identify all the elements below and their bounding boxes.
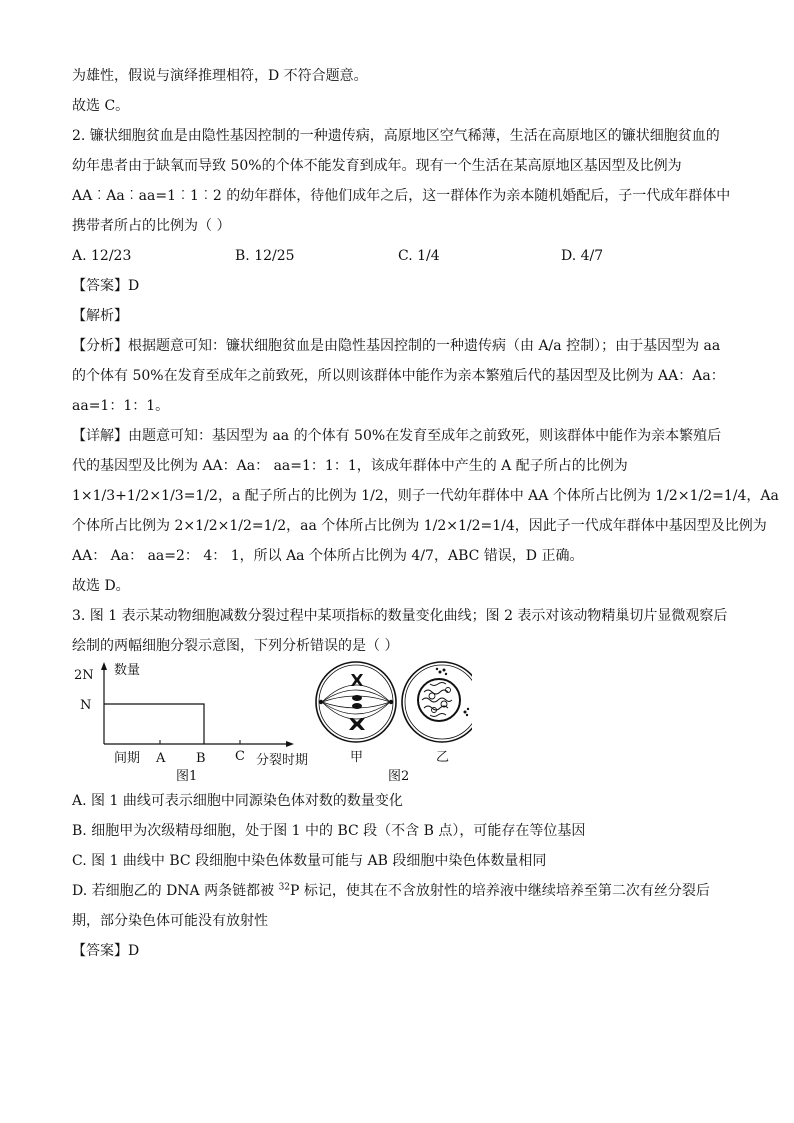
q3-option-d-pre: D. 若细胞乙的 DNA 两条链都被 <box>72 883 279 899</box>
prev-explanation-end: 为雄性，假说与演绎推理相符，D 不符合题意。 <box>72 68 368 84</box>
q3-figures <box>72 660 722 785</box>
figure1-curve <box>104 704 204 744</box>
q2-detail-line-4: 个体所占比例为 2×1/2×1/2=1/2，aa 个体所占比例为 1/2×1/2=1/4，因此子一代成年群体中基因型及比例为 <box>72 518 767 534</box>
q3-option-d-post: P 标记，使其在不含放射性的培养液中继续培养至第二次有丝分裂后 <box>290 883 710 899</box>
cell-jia-chromosomes <box>349 674 365 730</box>
q2-choice: 故选 D。 <box>72 578 130 594</box>
q2-options <box>72 246 722 266</box>
document-page <box>72 66 779 961</box>
figure1-y-tick-n: N <box>80 698 92 713</box>
q3-option-b: B. 细胞甲为次级精母细胞，处于图 1 中的 BC 段（不含 B 点），可能存在等位基因 <box>72 823 586 839</box>
figure1-y-tick-2n: 2N <box>74 668 94 683</box>
q3-option-a: A. 图 1 曲线可表示细胞中同源染色体对数的数量变化 <box>72 793 403 809</box>
q3-stem-line-2: 绘制的两幅细胞分裂示意图，下列分析错误的是（ ） <box>72 638 399 654</box>
q2-fenxi-line-2: 的个体有 50%在发育至成年之前致死，所以则该群体中能作为亲本繁殖后代的基因型及比例为 AA：Aa： <box>72 368 725 384</box>
q3-figure-svg <box>72 660 472 788</box>
figure1-x-a: A <box>156 751 166 766</box>
q2-stem-line-2: 幼年患者由于缺氧而导致 50%的个体不能发育到成年。现有一个生活在某高原地区基因型及比例为 <box>72 158 682 174</box>
q2-option-d: D. 4/7 <box>561 248 604 264</box>
figure1-y-label: 数量 <box>114 663 141 678</box>
figure1-x-axis-arrow <box>286 741 294 747</box>
cell-jia-label: 甲 <box>350 750 364 765</box>
q2-analysis-label: 【解析】 <box>72 308 128 324</box>
q2-fenxi-line-1: 【分析】根据题意可知：镰状细胞贫血是由隐性基因控制的一种遗传病（由 A/a 控制）；由于基因型为 aa <box>72 338 721 354</box>
figure1-x-label: 分裂时期 <box>256 753 309 768</box>
cell-jia-membrane <box>316 662 396 742</box>
q2-stem-line-3: AA︰Aa︰aa=1︰1︰2 的幼年群体，待他们成年之后，这一群体作为亲本随机婚配后，子一代成年群体中 <box>72 188 731 204</box>
q2-option-a: A. 12/23 <box>72 248 132 264</box>
q2-stem-line-1: 2. 镰状细胞贫血是由隐性基因控制的一种遗传病，高原地区空气稀薄，生活在高原地区的镰状细胞贫血的 <box>72 128 720 144</box>
q3-option-c: C. 图 1 曲线中 BC 段细胞中染色体数量可能与 AB 段细胞中染色体数量相同 <box>72 853 547 869</box>
q3-option-d-line-2: 期，部分染色体可能没有放射性 <box>72 913 268 929</box>
figure1-x-b: B <box>196 751 206 766</box>
q2-fenxi-line-3: aa=1：1：1。 <box>72 398 170 414</box>
q2-detail-line-1: 【详解】由题意可知：基因型为 aa 的个体有 50%在发育至成年之前致死，则该群体中能作为亲本繁殖后 <box>72 428 722 444</box>
figure2-cell-yi <box>402 662 472 765</box>
q2-detail-line-5: AA： Aa： aa=2： 4： 1，所以 Aa 个体所占比例为 4/7，ABC 错误，D 正确。 <box>72 548 584 564</box>
figure1-x-interphase: 间期 <box>114 751 141 766</box>
q3-answer: 【答案】D <box>72 943 140 959</box>
q3-option-d-superscript: 32 <box>278 882 291 893</box>
cell-jia-spindle <box>322 685 390 719</box>
q3-stem-line-1: 3. 图 1 表示某动物细胞减数分裂过程中某项指标的数量变化曲线；图 2 表示对该动物精巢切片显微观察后 <box>72 608 728 624</box>
figure1-graph <box>74 662 308 784</box>
cell-jia-centriole-right <box>389 700 393 704</box>
q2-detail-line-2: 代的基因型及比例为 AA：Aa： aa=1：1：1，该成年群体中产生的 A 配子所占的比例为 <box>72 458 628 474</box>
q2-option-b: B. 12/25 <box>235 248 295 264</box>
q2-detail-line-3: 1×1/3+1/2×1/3=1/2，a 配子所占的比例为 1/2，则子一代幼年群体中 AA 个体所占比例为 1/2×1/2=1/4，Aa <box>72 488 779 504</box>
cell-jia-centriole-left <box>319 700 323 704</box>
cell-jia-inner-line <box>319 665 393 739</box>
q2-stem-line-4: 携带者所占的比例为（ ） <box>72 218 231 234</box>
cell-yi-label: 乙 <box>436 750 450 765</box>
q2-option-c: C. 1/4 <box>398 248 440 264</box>
figure1-caption: 图1 <box>176 769 198 784</box>
figure1-x-c: C <box>235 749 245 764</box>
figure2-cell-jia <box>316 662 396 765</box>
figure2-caption: 图2 <box>388 769 410 784</box>
figure1-y-axis-arrow <box>101 662 107 670</box>
q2-answer: 【答案】D <box>72 278 140 294</box>
prev-choice: 故选 C。 <box>72 98 130 114</box>
q3-option-d-line-1 <box>72 881 722 901</box>
